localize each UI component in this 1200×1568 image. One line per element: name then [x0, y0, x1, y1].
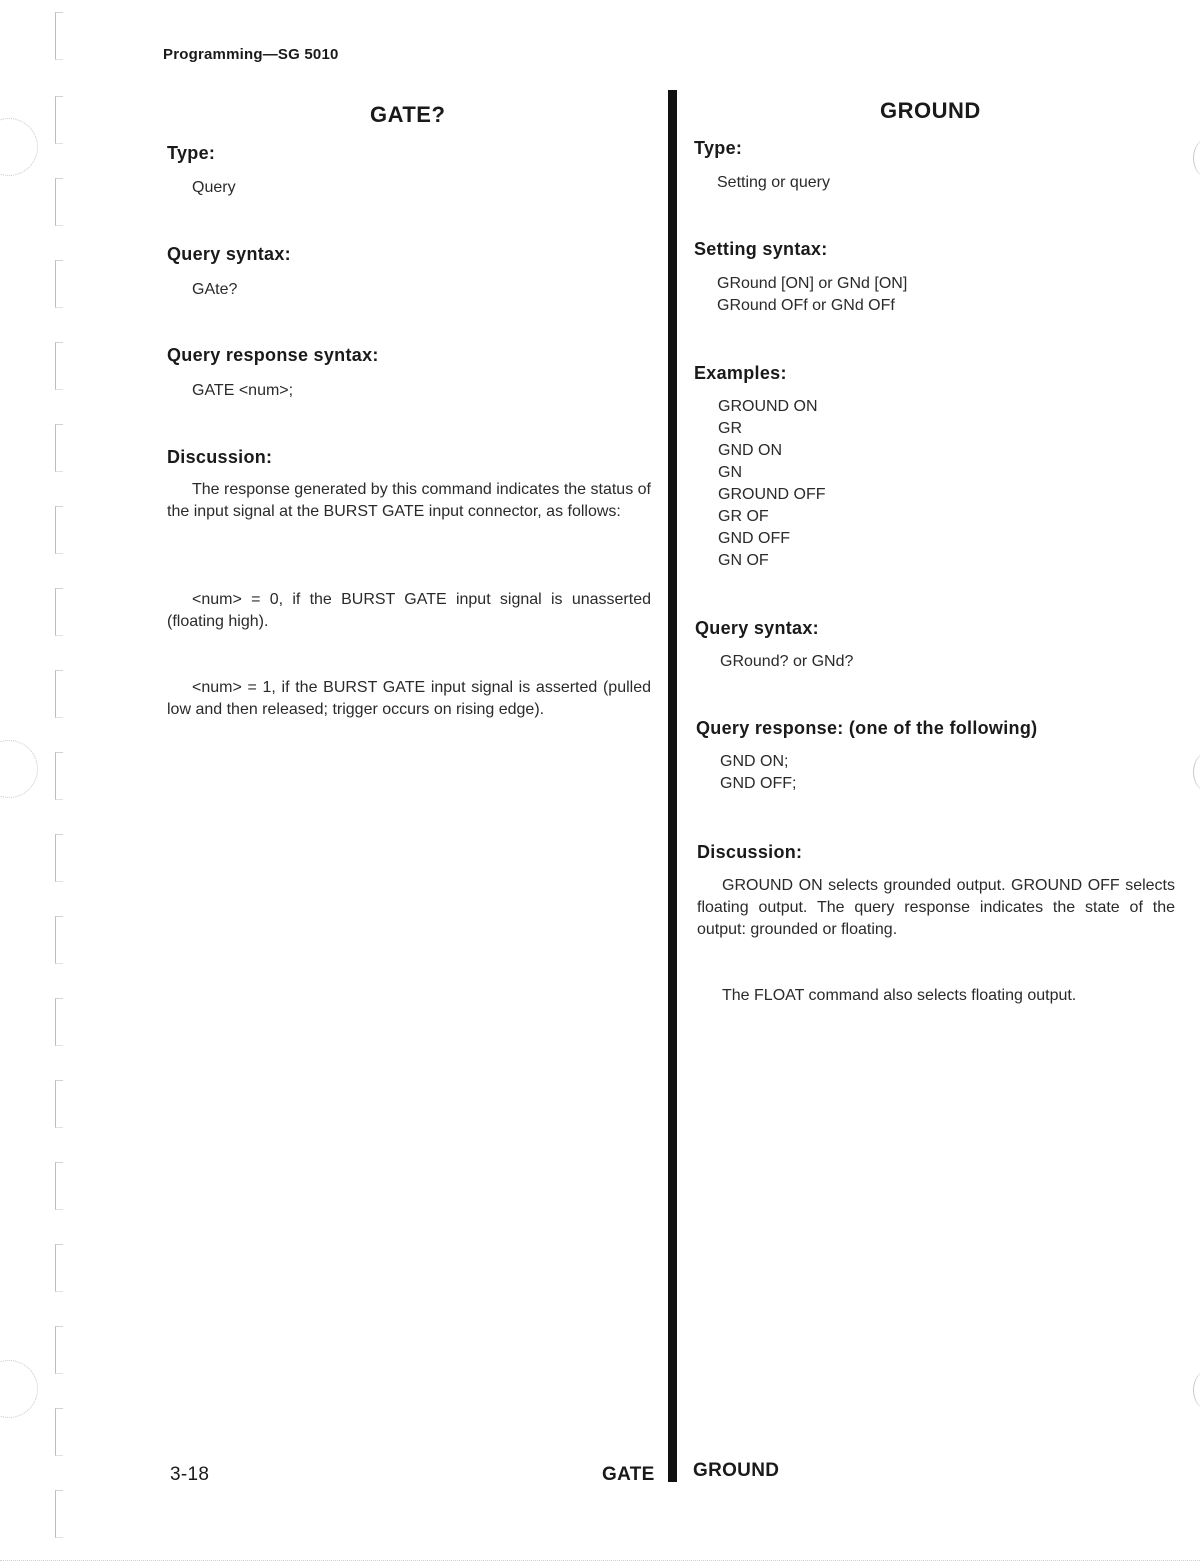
- binding-mark: [55, 178, 63, 226]
- example-line: GROUND OFF: [718, 486, 826, 503]
- query-response-lines: [720, 751, 796, 795]
- binding-mark: [55, 260, 63, 308]
- setting-syntax-heading: Setting syntax:: [694, 239, 828, 259]
- binding-mark: [55, 1490, 63, 1538]
- example-line: GND ON: [718, 442, 782, 459]
- binding-mark: [55, 342, 63, 390]
- binding-mark: [55, 670, 63, 718]
- example-line: GND OFF: [718, 530, 790, 547]
- punch-hole: [1193, 138, 1200, 178]
- footer-keyword-left: GATE: [602, 1464, 655, 1485]
- type-value: Query: [192, 179, 236, 196]
- discussion-paragraph: The FLOAT command also selects floating output.: [722, 987, 1077, 1004]
- example-line: GN: [718, 464, 742, 481]
- example-line: GR: [718, 420, 742, 437]
- punch-hole: [1193, 1370, 1200, 1410]
- punch-hole: [0, 740, 38, 798]
- binding-mark: [55, 916, 63, 964]
- binding-mark: [55, 12, 63, 60]
- examples-heading: Examples:: [694, 363, 787, 383]
- type-value: Setting or query: [717, 174, 830, 191]
- setting-syntax-lines: [717, 273, 907, 317]
- response-line: GND ON;: [720, 753, 789, 770]
- section-title-gate: GATE?: [370, 102, 446, 127]
- binding-mark: [55, 506, 63, 554]
- discussion-paragraph: The response generated by this command indicates the status of the input signal at the BURST GATE input connector, as follows:: [167, 481, 651, 520]
- example-line: GR OF: [718, 508, 769, 525]
- discussion-heading: Discussion:: [697, 842, 803, 862]
- page-edge: [0, 1560, 1200, 1561]
- binding-mark: [55, 1244, 63, 1292]
- query-syntax-heading: Query syntax:: [695, 618, 819, 638]
- example-line: GROUND ON: [718, 398, 818, 415]
- discussion-paragraph: <num> = 0, if the BURST GATE input signal is unasserted (floating high).: [167, 591, 651, 630]
- query-response-heading: Query response: (one of the following): [696, 718, 1038, 738]
- punch-hole: [0, 118, 38, 176]
- page-number: 3-18: [170, 1464, 210, 1485]
- query-response-syntax-heading: Query response syntax:: [167, 345, 379, 365]
- discussion-heading: Discussion:: [167, 447, 273, 467]
- binding-mark: [55, 1162, 63, 1210]
- type-heading: Type:: [694, 138, 743, 158]
- examples-list: [718, 396, 826, 572]
- query-syntax-value: GAte?: [192, 281, 238, 298]
- query-syntax-heading: Query syntax:: [167, 244, 291, 264]
- running-header: Programming—SG 5010: [163, 46, 339, 63]
- binding-mark: [55, 1326, 63, 1374]
- discussion-paragraph: <num> = 1, if the BURST GATE input signal is asserted (pulled low and then released; trigger occurs on rising edge).: [167, 679, 651, 718]
- binding-mark: [55, 1080, 63, 1128]
- section-title-ground: GROUND: [880, 98, 981, 123]
- binding-mark: [55, 424, 63, 472]
- binding-mark: [55, 752, 63, 800]
- footer-keyword-right: GROUND: [693, 1460, 780, 1481]
- syntax-line: GRound OFf or GNd OFf: [717, 297, 895, 314]
- column-divider: [668, 90, 677, 1482]
- example-line: GN OF: [718, 552, 769, 569]
- punch-hole: [0, 1360, 38, 1418]
- binding-mark: [55, 834, 63, 882]
- discussion-paragraph: GROUND ON selects grounded output. GROUND OFF selects floating output. The query response indicates the state of the output: grounded or floating.: [697, 877, 1175, 938]
- query-response-syntax-value: GATE <num>;: [192, 382, 294, 399]
- binding-mark: [55, 588, 63, 636]
- query-syntax-value: GRound? or GNd?: [720, 653, 854, 670]
- binding-mark: [55, 1408, 63, 1456]
- binding-mark: [55, 96, 63, 144]
- response-line: GND OFF;: [720, 775, 797, 792]
- type-heading: Type:: [167, 143, 216, 163]
- punch-hole: [1193, 752, 1200, 792]
- syntax-line: GRound [ON] or GNd [ON]: [717, 275, 908, 292]
- binding-mark: [55, 998, 63, 1046]
